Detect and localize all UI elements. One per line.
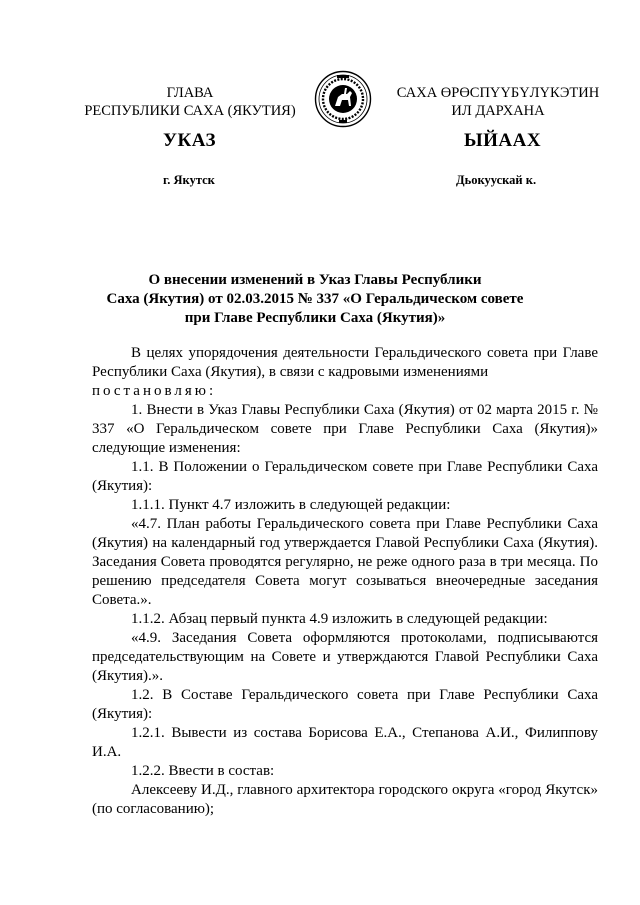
preamble: В целях упорядочения деятельности Геральдического совета при Главе Республики Саха (Якутия), в связи с кадровыми изменениями: [92, 345, 598, 380]
paragraph-1-1-1: 1.1.1. Пункт 4.7 изложить в следующей редакции:: [131, 497, 451, 513]
resolution-word: постановляю:: [92, 383, 217, 399]
paragraph-member: Алексееву И.Д., главного архитектора городского округа «город Якутск» (по согласованию);: [92, 782, 598, 817]
issuer-left-line2: РЕСПУБЛИКИ САХА (ЯКУТИЯ): [84, 103, 296, 119]
paragraph-1-1-2: 1.1.2. Абзац первый пункта 4.9 изложить в следующей редакции:: [131, 611, 548, 627]
issuer-left-line1: ГЛАВА: [166, 85, 214, 101]
document-body: [92, 344, 598, 819]
republic-emblem-icon: [314, 70, 372, 128]
title-line-3: при Главе Республики Саха (Якутия)»: [184, 310, 446, 326]
title-line-1: О внесении изменений в Указ Главы Республики: [148, 272, 482, 288]
paragraph-1-2-2: 1.2.2. Ввести в состав:: [131, 763, 275, 779]
issuer-right-line1: САХА ӨРӨСПҮҮБҮЛҮКЭТИН: [396, 85, 600, 101]
doc-type-right: ЫЙААХ: [464, 130, 542, 151]
issuer-right: [380, 84, 616, 120]
doc-type-left: УКАЗ: [163, 130, 216, 151]
place-left: г. Якутск: [163, 173, 215, 187]
paragraph-4-7: «4.7. План работы Геральдического совета при Главе Республики Саха (Якутия) на календарный год утверждается Главой Республики Саха (Якутия). Заседания Совета проводятся регулярно, не реже одного раза в три месяца. По решению председателя Совета могут созываться внеочередные заседания Совета.».: [92, 516, 598, 608]
paragraph-4-9: «4.9. Заседания Совета оформляются протоколами, подписываются председательствующим на Совете и утверждаются Главой Республики Саха (Якутия).».: [92, 630, 598, 684]
paragraph-1-2-1: 1.2.1. Вывести из состава Борисова Е.А., Степанова А.И., Филиппову И.А.: [92, 725, 598, 760]
paragraph-1: 1. Внести в Указ Главы Республики Саха (Якутия) от 02 марта 2015 г. № 337 «О Геральдическом совете при Главе Республики Саха (Якутия)» следующие изменения:: [92, 402, 598, 456]
document-title: [80, 271, 550, 328]
issuer-left: [72, 84, 308, 120]
paragraph-1-2: 1.2. В Составе Геральдического совета при Главе Республики Саха (Якутия):: [92, 687, 598, 722]
title-line-2: Саха (Якутия) от 02.03.2015 № 337 «О Геральдическом совете: [106, 291, 524, 307]
paragraph-1-1: 1.1. В Положении о Геральдическом совете при Главе Республики Саха (Якутия):: [92, 459, 598, 494]
place-right: Дьокуускай к.: [456, 173, 537, 187]
issuer-right-line2: ИЛ ДАРХАНА: [451, 103, 545, 119]
